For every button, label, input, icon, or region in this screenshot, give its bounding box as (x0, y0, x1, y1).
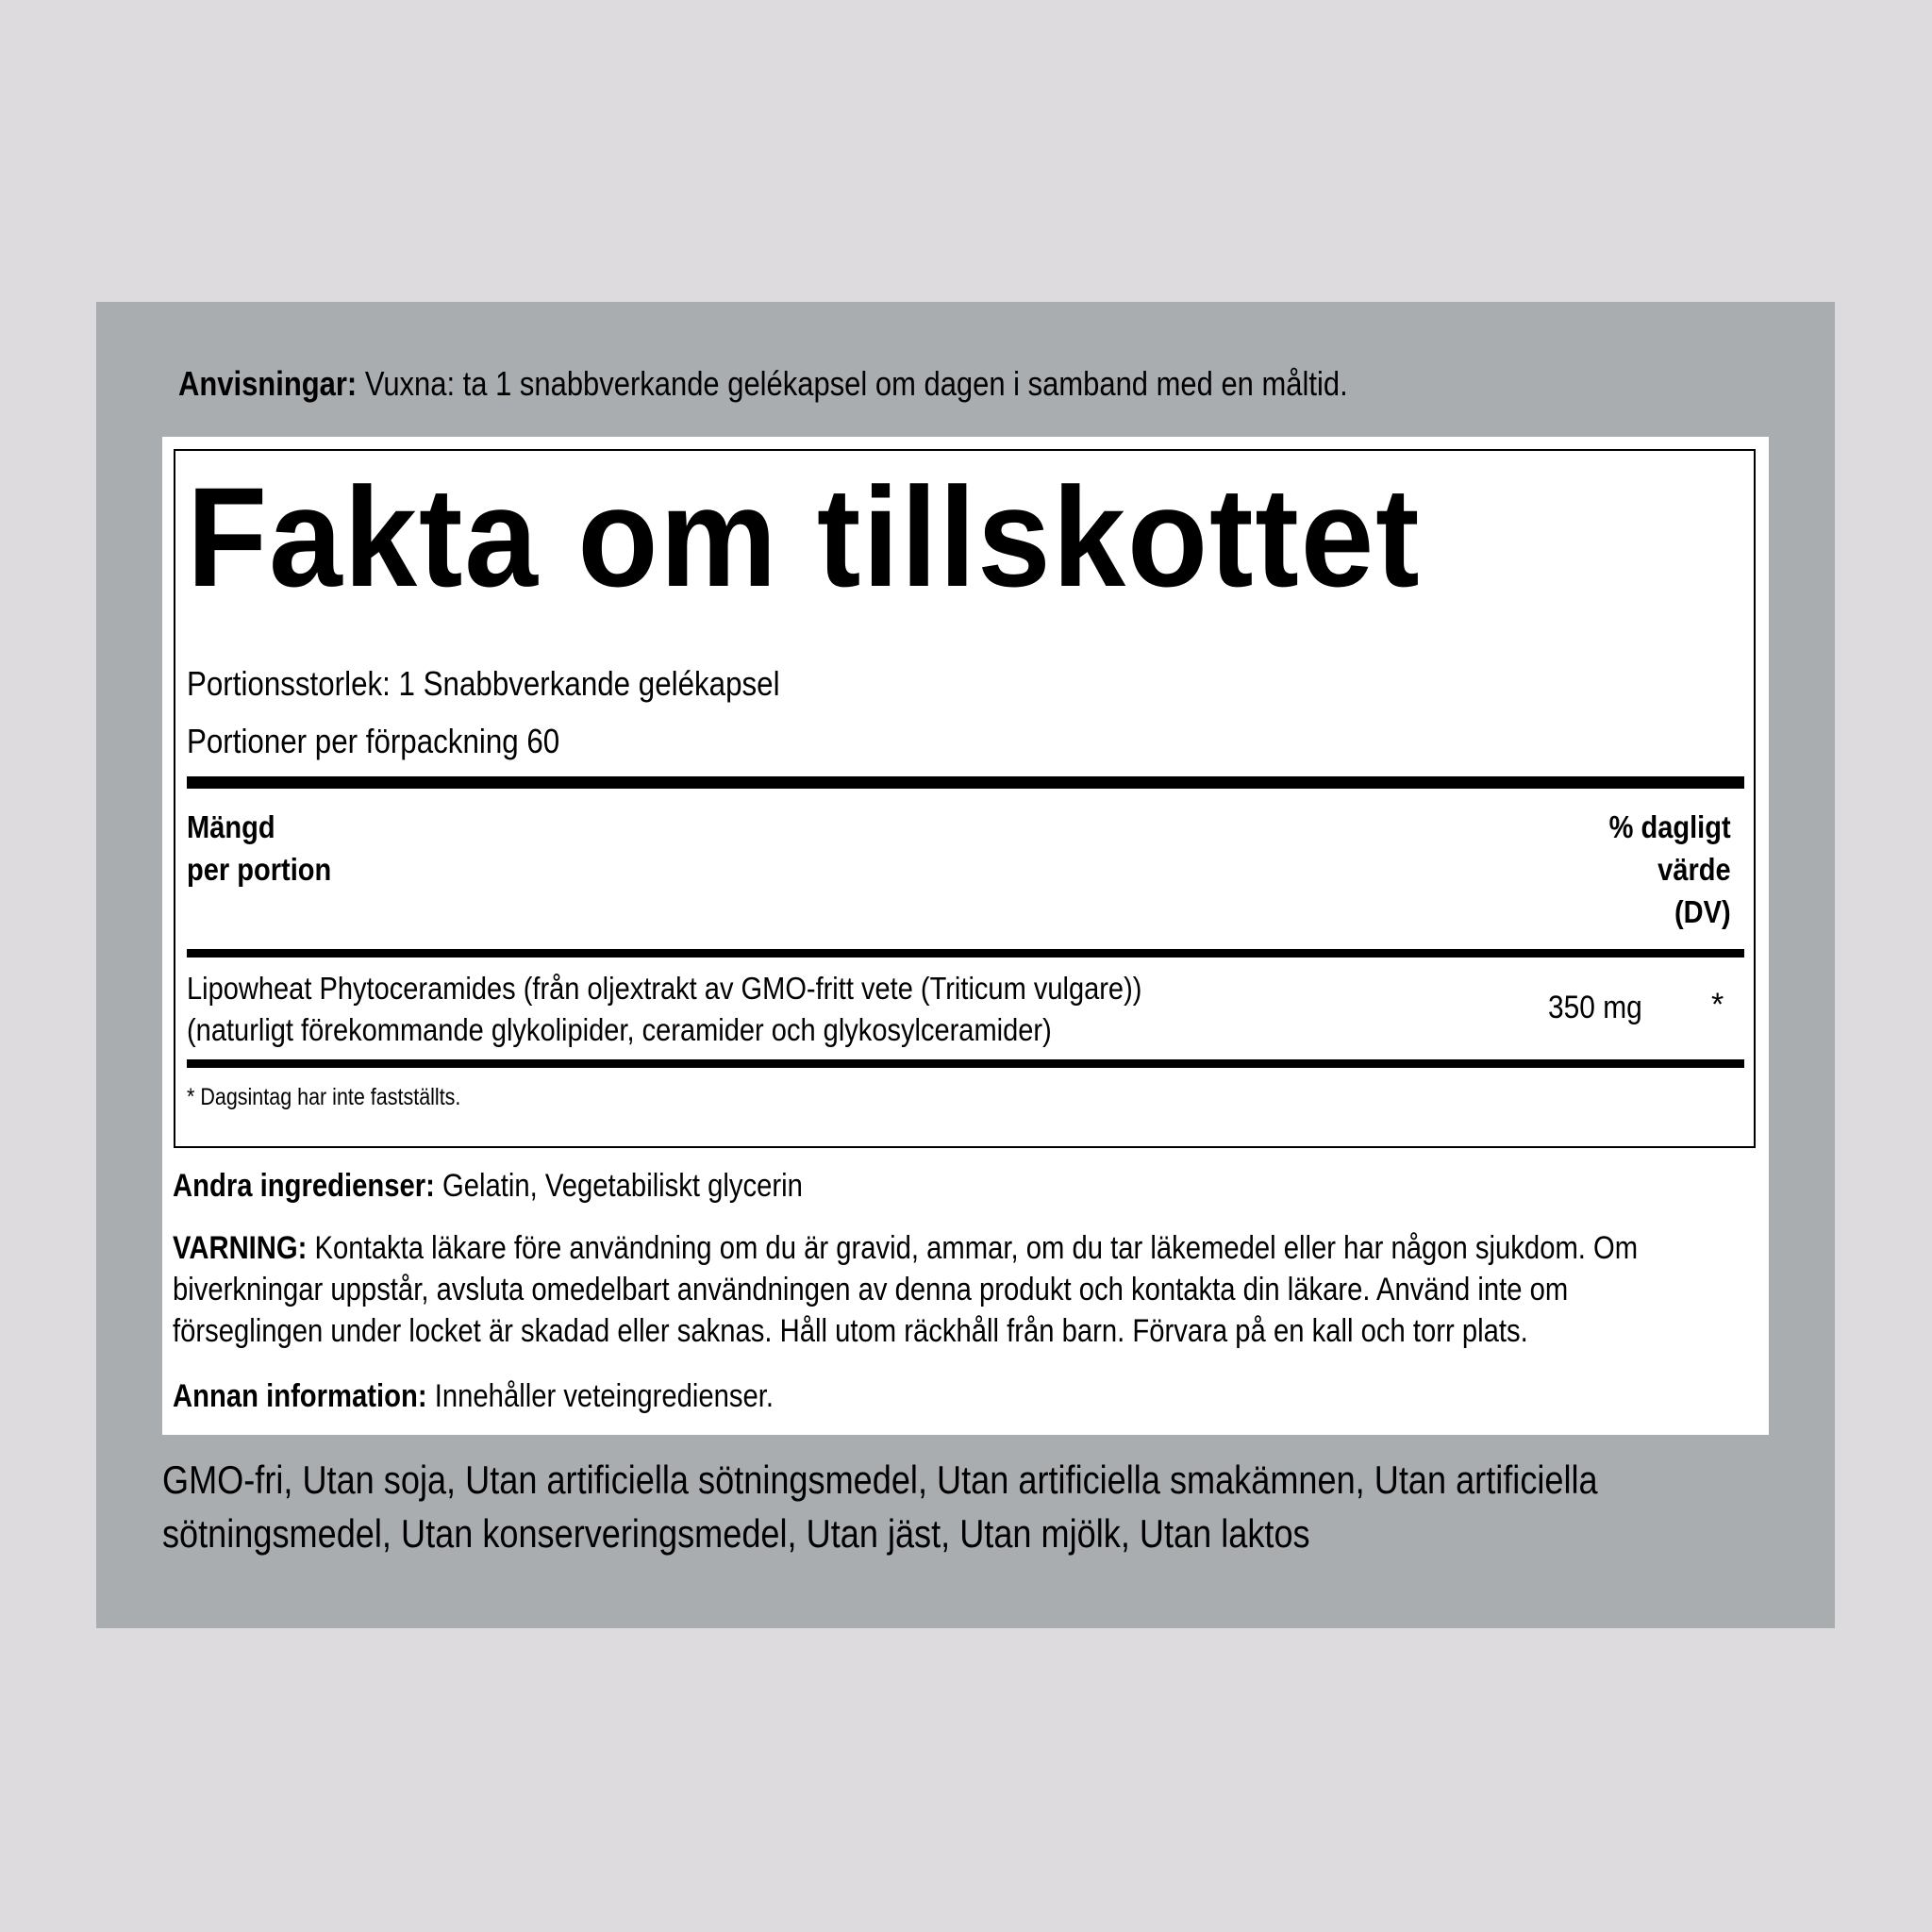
warning-text: Kontakta läkare före användning om du är gravid, ammar, om du tar läkemedel eller har någon sjukdom. Om biverkningar uppstår, avsluta omedelbart användningen av denna produkt och kontakta din läkare. Använd inte om förseglingen under locket är skadad eller saknas. Håll utom räckhåll från barn. Förvara på en kall och torr plats. (173, 1230, 1639, 1349)
divider-medium-bottom (187, 1059, 1744, 1068)
serving-size: Portionsstorlek: 1 Snabbverkande gelékapsel (187, 664, 780, 703)
header-dv-line-2: värde (1657, 852, 1731, 887)
other-information-text: Innehåller veteingredienser. (434, 1378, 774, 1414)
footnote: * Dagsintag har inte fastställts. (187, 1084, 461, 1110)
other-ingredients-text: Gelatin, Vegetabiliskt glycerin (441, 1168, 803, 1204)
header-dv-line-3: (DV) (1674, 894, 1731, 929)
servings-per-container: Portioner per förpackning 60 (187, 722, 560, 760)
ingredient-name-line-1: Lipowheat Phytoceramides (från oljextrakt av GMO-fritt vete (Triticum vulgare)) (187, 971, 1142, 1006)
directions-label: Anvisningar: (178, 364, 358, 403)
header-daily-value (1609, 806, 1731, 933)
ingredient-name-line-2: (naturligt förekommande glykolipider, ceramider och glykosylceramider) (187, 1012, 1052, 1047)
header-dv-line-1: % dagligt (1608, 809, 1731, 844)
other-ingredients-label: Andra ingredienser: (173, 1168, 435, 1204)
divider-thick (187, 776, 1744, 789)
header-amount-line: Mängd (187, 809, 275, 844)
header-amount-per-serving (187, 806, 331, 891)
ingredient-amount: 350 mg (1548, 990, 1642, 1025)
supplement-facts-box (174, 449, 1756, 1148)
label-panel (96, 302, 1835, 1628)
other-information (173, 1375, 1714, 1417)
other-information-label: Annan information: (173, 1378, 427, 1414)
header-per-serving-line: per portion (187, 852, 332, 887)
facts-title: Fakta om tillskottet (187, 458, 1422, 616)
directions (178, 363, 1557, 405)
ingredient-daily-value: * (1711, 987, 1724, 1023)
directions-text: Vuxna: ta 1 snabbverkande gelékapsel om dagen i samband med en måltid. (364, 364, 1348, 403)
divider-medium (187, 949, 1744, 958)
other-ingredients (173, 1165, 1714, 1207)
supplement-label (162, 437, 1769, 1435)
warning-label: VARNING: (173, 1230, 308, 1266)
ingredient-name (187, 968, 1141, 1051)
product-claims: GMO-fri, Utan soja, Utan artificiella sötningsmedel, Utan artificiella smakämnen, Utan artificiella sötningsmedel, Utan konserveringsmedel, Utan jäst, Utan mjölk, Utan laktos (162, 1457, 1598, 1556)
warning (173, 1227, 1714, 1352)
